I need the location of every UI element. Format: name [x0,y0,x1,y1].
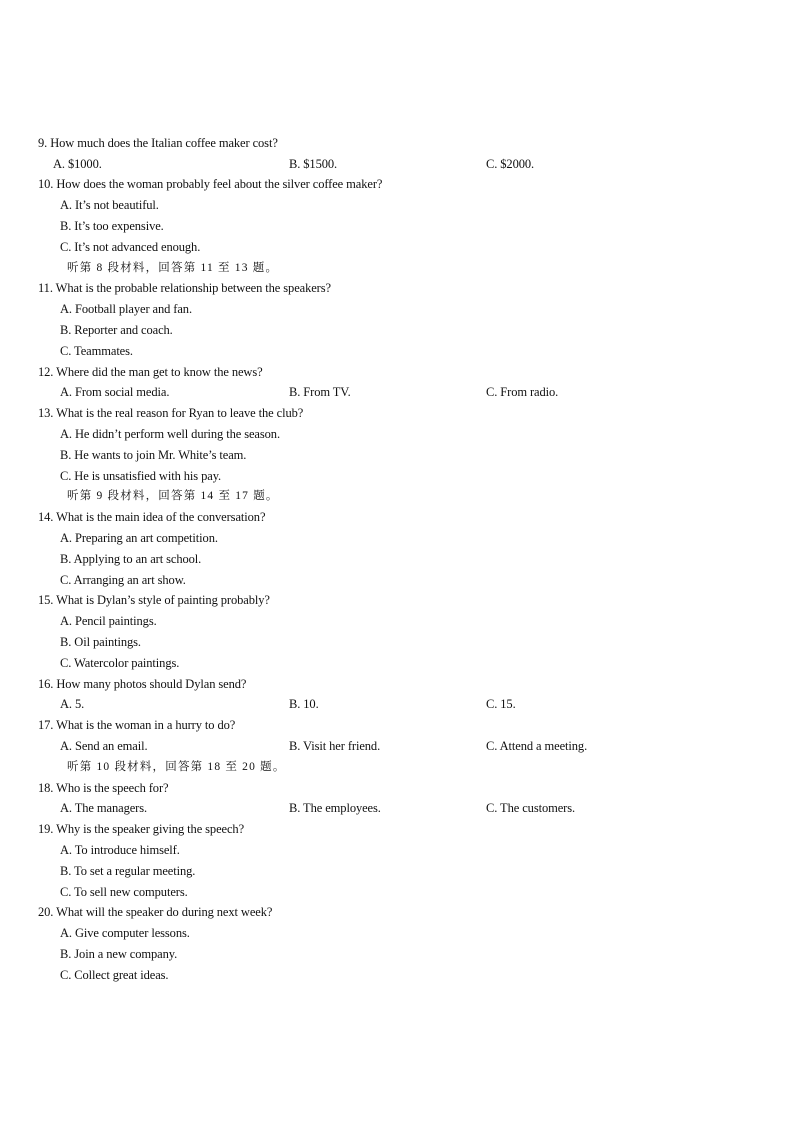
question-9-stem: 9. How much does the Italian coffee maker cost? [38,136,278,150]
question-17-option-b: B. Visit her friend. [289,739,381,753]
question-15-option-c: C. Watercolor paintings. [60,656,180,670]
question-13-option-a: A. He didn’t perform well during the season. [60,427,280,441]
question-18-option-a: A. The managers. [60,801,148,815]
question-13-stem: 13. What is the real reason for Ryan to leave the club? [38,406,304,420]
question-12-option-a: A. From social media. [60,385,170,399]
question-17-option-a: A. Send an email. [60,739,148,753]
question-16-stem: 16. How many photos should Dylan send? [38,677,247,691]
question-19-option-a: A. To introduce himself. [60,843,180,857]
question-11-stem: 11. What is the probable relationship between the speakers? [38,281,331,295]
question-13-option-b: B. He wants to join Mr. White’s team. [60,448,247,462]
question-17-stem: 17. What is the woman in a hurry to do? [38,718,236,732]
question-19-option-b: B. To set a regular meeting. [60,864,196,878]
question-14-stem: 14. What is the main idea of the conversation? [38,510,266,524]
question-19-option-c: C. To sell new computers. [60,885,188,899]
question-15-stem: 15. What is Dylan’s style of painting probably? [38,593,270,607]
question-16-option-c: C. 15. [486,697,516,711]
question-13-option-c: C. He is unsatisfied with his pay. [60,469,222,483]
question-20-stem: 20. What will the speaker do during next week? [38,905,273,919]
question-20-option-b: B. Join a new company. [60,947,178,961]
question-16-option-a: A. 5. [60,697,85,711]
question-18-option-b: B. The employees. [289,801,381,815]
question-10-option-c: C. It’s not advanced enough. [60,240,201,254]
question-17-option-c: C. Attend a meeting. [486,739,588,753]
question-9-option-c: C. $2000. [486,157,535,171]
question-18-option-c: C. The customers. [486,801,576,815]
section-8-instruction: 听第 8 段材料，回答第 11 至 13 题。 [67,262,279,274]
question-19-stem: 19. Why is the speaker giving the speech? [38,822,245,836]
question-14-option-b: B. Applying to an art school. [60,552,202,566]
question-20-option-a: A. Give computer lessons. [60,926,190,940]
question-18-stem: 18. Who is the speech for? [38,781,169,795]
question-10-option-b: B. It’s too expensive. [60,219,164,233]
question-16-option-b: B. 10. [289,697,319,711]
question-11-option-b: B. Reporter and coach. [60,323,173,337]
question-20-option-c: C. Collect great ideas. [60,968,169,982]
question-10-option-a: A. It’s not beautiful. [60,198,159,212]
question-12-option-b: B. From TV. [289,385,351,399]
question-9-option-b: B. $1500. [289,157,338,171]
question-14-option-a: A. Preparing an art competition. [60,531,218,545]
question-9-option-a: A. $1000. [53,157,102,171]
question-12-option-c: C. From radio. [486,385,559,399]
question-15-option-a: A. Pencil paintings. [60,614,157,628]
question-11-option-a: A. Football player and fan. [60,302,192,316]
question-12-stem: 12. Where did the man get to know the news? [38,365,263,379]
section-9-instruction: 听第 9 段材料，回答第 14 至 17 题。 [67,490,279,502]
section-10-instruction: 听第 10 段材料，回答第 18 至 20 题。 [67,761,286,773]
question-14-option-c: C. Arranging an art show. [60,573,186,587]
question-15-option-b: B. Oil paintings. [60,635,141,649]
question-10-stem: 10. How does the woman probably feel about the silver coffee maker? [38,177,383,191]
question-11-option-c: C. Teammates. [60,344,133,358]
